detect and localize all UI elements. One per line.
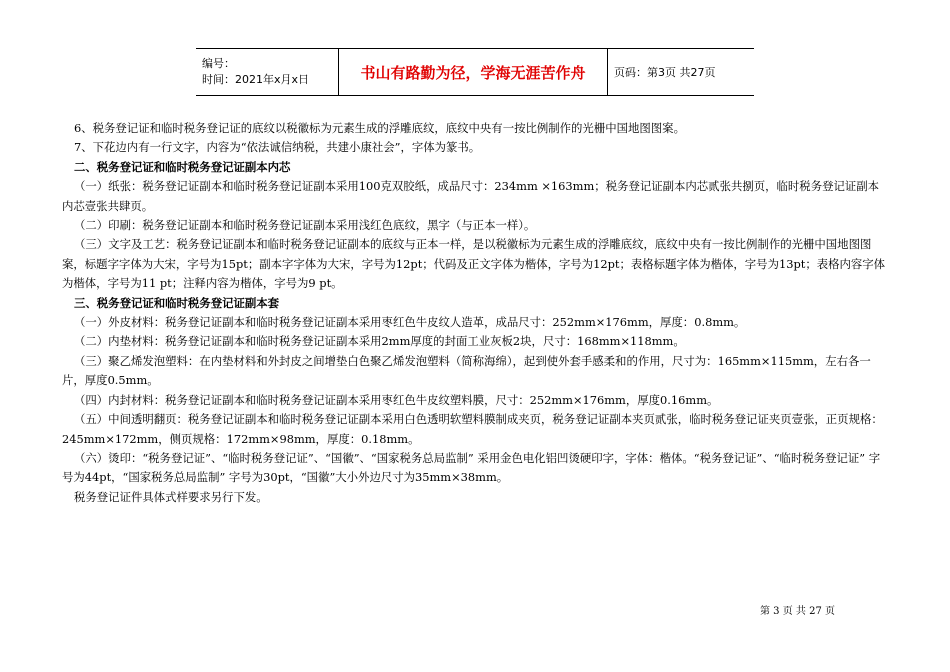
paragraph: （一）纸张：税务登记证副本和临时税务登记证副本采用100克双胶纸，成品尺寸：234mm ×163mm；税务登记证副本内芯贰张共捌页，临时税务登记证副本内芯壹张共肆页。 <box>62 179 880 213</box>
section-heading: 三、税务登记证和临时税务登记证副本套 <box>74 295 280 310</box>
paragraph: （四）内封材料：税务登记证副本和临时税务登记证副本采用枣红色牛皮纹塑料膜，尺寸：252mm×176mm，厚度0.16mm。 <box>74 392 719 407</box>
paragraph: （二）内垫材料：税务登记证副本和临时税务登记证副本采用2mm厚度的封面工业灰板2块，尺寸：168mm×118mm。 <box>74 334 685 349</box>
paragraph: 税务登记证件具体式样要求另行下发。 <box>74 489 268 504</box>
number-label: 编号： <box>202 57 235 70</box>
header-motto-cell <box>339 49 608 96</box>
motto-text: 书山有路勤为径，学海无涯苦作舟 <box>360 63 586 82</box>
header-meta <box>196 49 339 96</box>
paragraph: （二）印刷：税务登记证副本和临时税务登记证副本采用浅红色底纹，黑字（与正本一样）。 <box>74 218 536 233</box>
page-code: 页码：第3页 共27页 <box>614 66 716 79</box>
paragraph: 7、下花边内有一行文字，内容为“依法诚信纳税，共建小康社会”，字体为篆书。 <box>74 140 481 155</box>
paragraph: （六）烫印：“税务登记证”、“临时税务登记证”、“国徽”、“国家税务总局监制” 采用金色电化铝凹烫硬印字，字体：楷体。“税务登记证”、“临时税务登记证” 字号为44pt，“国家税务总局监制” 字号为30pt，“国徽”大小外边尺寸为35mm×38mm。 <box>62 450 881 485</box>
paragraph: 6、税务登记证和临时税务登记证的底纹以税徽标为元素生成的浮雕底纹，底纹中央有一按比例制作的光栅中国地图图案。 <box>74 121 685 135</box>
paragraph: （三）文字及工艺：税务登记证副本和临时税务登记证副本的底纹与正本一样，是以税徽标为元素生成的浮雕底纹，底纹中央有一按比例制作的光栅中国地图图案，标题字字体为大宋，字号为15pt；副本字字体为大宋，字号为12pt；代码及正文字体为楷体，字号为12pt；表格标题字体为楷体，字号为13pt；表格内容字体为楷体，字号为11 pt；注释内容为楷体，字号为9 pt。 <box>62 237 886 291</box>
page-footer: 第 3 页 共 27 页 <box>760 606 835 617</box>
document-body <box>62 119 888 507</box>
paragraph: （一）外皮材料：税务登记证副本和临时税务登记证副本采用枣红色牛皮纹人造革，成品尺寸：252mm×176mm，厚度：0.8mm。 <box>74 315 746 330</box>
date-label: 时间：2021年x月x日 <box>202 73 310 86</box>
section-heading: 二、税务登记证和临时税务登记证副本内芯 <box>74 159 291 174</box>
page-header <box>196 48 754 96</box>
header-page-cell <box>608 49 755 96</box>
paragraph: （三）聚乙烯发泡塑料：在内垫材料和外封皮之间增垫白色聚乙烯发泡塑料（简称海绵），起到使外套手感柔和的作用，尺寸为：165mm×115mm，左右各一片，厚度0.5mm。 <box>62 353 871 388</box>
paragraph: （五）中间透明翻页：税务登记证副本和临时税务登记证副本采用白色透明软塑料膜制成夹页，税务登记证副本夹页贰张，临时税务登记证夹页壹张，正页规格：245mm×172mm，侧页规格：172mm×98mm，厚度：0.18mm。 <box>62 412 883 446</box>
